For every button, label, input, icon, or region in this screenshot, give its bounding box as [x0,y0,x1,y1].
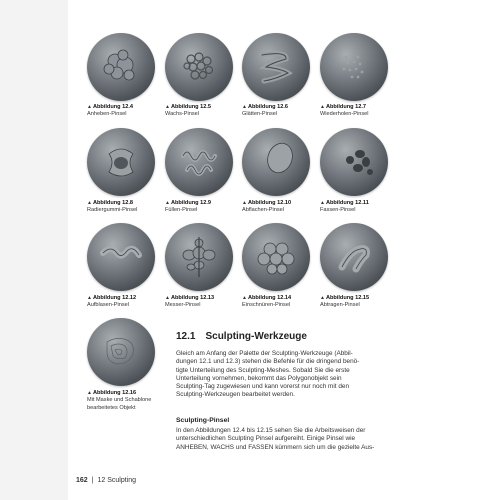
figure-label: Abbildung 12.9 [170,200,212,206]
sphere-messer [165,223,233,291]
sphere-aufblasen [87,223,155,291]
text-line: unterschiedlichen Sculpting Pinsel aufgereiht. Einige Pinsel wie [176,435,356,443]
figure-caption: Fassen-Pinsel [320,207,356,214]
figure-label: Abbildung 12.14 [247,295,292,301]
figure-caption: Aufblasen-Pinsel [87,302,129,309]
sphere-einschnueren [242,223,310,291]
text-line: Unterteilung vornehmen, bekommt das Polygonobjekt sein [176,374,342,382]
figure-label: Abbildung 12.6 [247,104,289,110]
figure-label: Abbildung 12.13 [170,295,215,301]
text-line: Sculpting-Tag zugewiesen und kann vorerst nur noch mit den [176,383,350,391]
section-title: Sculpting-Werkzeuge [205,331,307,342]
fuellen-strokes-icon [165,128,233,196]
fassen-strokes-icon [320,128,388,196]
figure-caption: Abflachen-Pinsel [242,207,284,214]
text-line: ANHEBEN, WACHS und FASSEN kümmern sich um die gezielte Aus- [176,443,375,451]
einschnueren-strokes-icon [242,223,310,291]
figure-caption: Glätten-Pinsel [242,111,278,118]
paragraph-1 [176,350,422,400]
wiederholen-strokes-icon [320,33,388,101]
figure-caption: Anheben-Pinsel [87,111,127,118]
sphere-abtragen [320,223,388,291]
sphere-maske [87,318,155,386]
figure-caption: Wiederholen-Pinsel [320,111,369,118]
section-heading [176,331,307,342]
figure-label: Abbildung 12.8 [92,200,134,206]
figure-caption: Abtragen-Pinsel [320,302,360,309]
messer-strokes-icon [165,223,233,291]
figure-label: Abbildung 12.10 [247,200,292,206]
sphere-wachs [165,33,233,101]
glaetten-strokes-icon [242,33,310,101]
text-line: tigte Unterteilung des Sculpting-Meshes. Sobald Sie die erste [176,366,350,374]
radiergummi-strokes-icon [87,128,155,196]
abflachen-strokes-icon [242,128,310,196]
maske-texture-icon [87,318,155,386]
anheben-strokes-icon [87,33,155,101]
section-number: 12.1 [176,331,196,342]
figure-caption-line2: bearbeitetes Objekt [87,404,136,411]
figure-label: Abbildung 12.16 [92,390,137,396]
figure-label: Abbildung 12.4 [92,104,134,110]
figure-caption: Mit Maske und Schablone [87,397,152,404]
figure-caption: Messer-Pinsel [165,302,201,309]
aufblasen-strokes-icon [87,223,155,291]
figure-caption: Einschnüren-Pinsel [242,302,291,309]
text-line: Gleich am Anfang der Palette der Sculpting-Werkzeuge (Abbil- [176,350,353,357]
figure-caption: Radiergummi-Pinsel [87,207,138,214]
page-footer: 162 | 12 Sculpting [76,477,137,484]
sphere-anheben [87,33,155,101]
figure-label: Abbildung 12.11 [325,200,369,206]
figure-label: Abbildung 12.15 [325,295,370,301]
sphere-glaetten [242,33,310,101]
abtragen-strokes-icon [320,223,388,291]
subheading: Sculpting-Pinsel [176,417,230,424]
figure-label: Abbildung 12.7 [325,104,367,110]
figure-label: Abbildung 12.12 [92,295,137,301]
text-line: Sculpting-Werkzeugen bearbeitet werden. [176,391,295,399]
page-number: 162 [76,477,88,484]
figure-label: Abbildung 12.5 [170,104,212,110]
wachs-strokes-icon [165,33,233,101]
paragraph-2 [176,427,422,452]
sphere-fassen [320,128,388,196]
text-line: In den Abbildungen 12.4 bis 12.15 sehen Sie die Arbeitsweisen der [176,427,366,434]
sphere-wiederholen [320,33,388,101]
sphere-abflachen [242,128,310,196]
figure-caption: Füllen-Pinsel [165,207,198,214]
figure-caption: Wachs-Pinsel [165,111,199,118]
text-line: dungen 12.1 und 12.3) stehen die Befehle für die dringend benö- [176,358,360,366]
sphere-fuellen [165,128,233,196]
sphere-radiergummi [87,128,155,196]
chapter-title: 12 Sculpting [97,477,137,484]
